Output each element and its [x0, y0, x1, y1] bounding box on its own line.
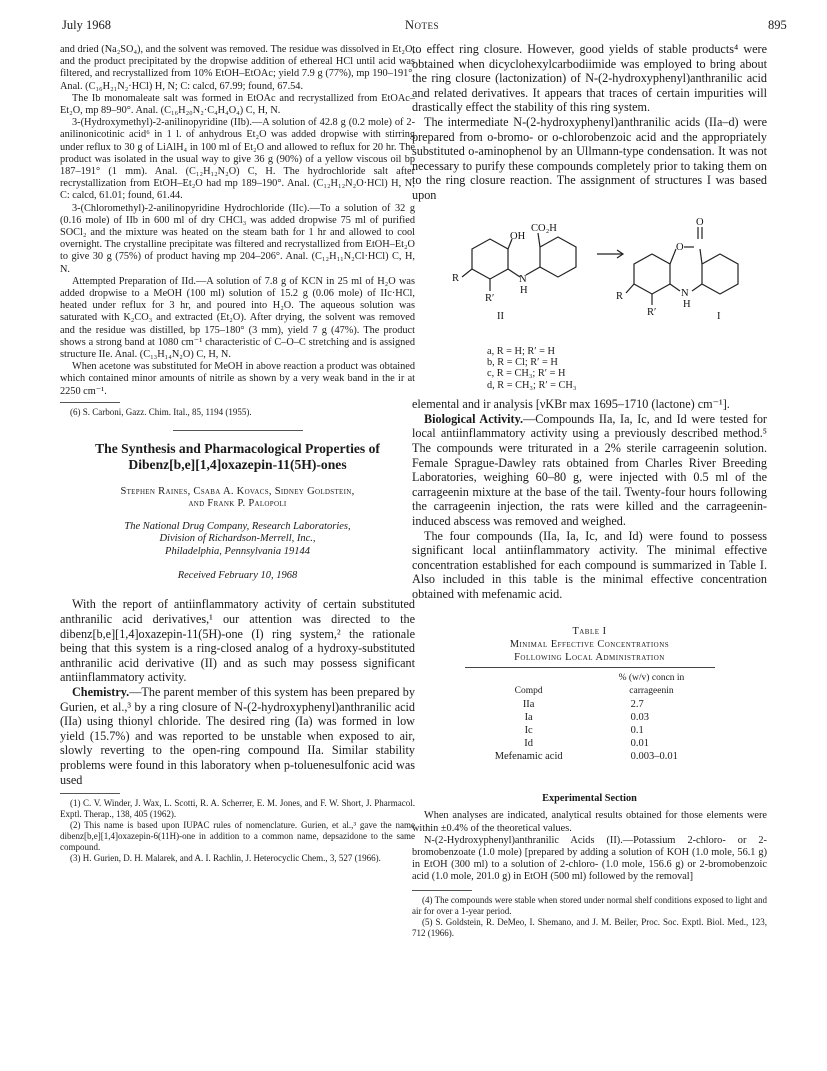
affiliation: [60, 521, 415, 559]
running-section: Notes: [405, 18, 440, 32]
footnote-5: (5) S. Goldstein, R. DeMeo, I. Shemano, and J. M. Beiler, Proc. Soc. Exptl. Biol. Med., 123, 712 (1966).: [412, 916, 767, 938]
four-compounds-paragraph: The four compounds (IIa, Ia, Ic, and Id) were found to possess significant local antiinflammatory activity. The minimal effective concentration established for each compound is summarized in Table I. Also included in this table is the minimal effective concentration obtained with mefenamic acid.: [412, 528, 767, 601]
label-r-II: R: [452, 272, 460, 284]
prev-article-text: [60, 44, 415, 398]
footnote-rule-3: [412, 890, 472, 891]
legend-c: c, R = CH₃; R′ = H: [487, 368, 566, 380]
article-body-right: [412, 42, 767, 203]
article-title: The Synthesis and Pharmacological Properties of Dibenz[b,e][1,4]oxazepin-11(5H)-ones: [95, 440, 380, 473]
reaction-scheme-svg: [412, 209, 767, 344]
label-r-I: R: [616, 290, 624, 302]
table-caption-1: Minimal Effective Concentrations: [509, 639, 670, 651]
running-date: July 1968: [62, 18, 111, 32]
footnotes-left: [60, 798, 415, 864]
legend-a: a, R = H; R′ = H: [487, 345, 555, 357]
para-acetone: When acetone was substituted for MeOH in above reaction a product was obtained which contained minor amounts of nitrile as shown by a very weak band in the ir at 2250 cm⁻¹.: [60, 361, 415, 397]
intermediate-paragraph: The intermediate N-(2-hydroxyphenyl)anthranilic acids (IIa–d) were prepared from o-bromo- or o-chlorobenzoic acid and the appropriately substituted o-aminophenol by an Ullmann-type condensation. It was not necessary to purify these compounds completely prior to taking them on to the ring closure reaction. The assignment of structures I was based upon: [412, 114, 767, 202]
reaction-scheme: [412, 209, 767, 344]
label-h-I: H: [683, 298, 691, 310]
label-co2h: CO₂H: [531, 222, 557, 234]
experimental-text: [412, 810, 767, 883]
footnote-3: (3) H. Gurien, D. H. Malarek, and A. I. Rachlin, J. Heterocyclic Chem., 3, 527 (1966).: [70, 853, 381, 864]
bio-paragraph: [412, 412, 767, 529]
bio-text: —Compounds IIa, Ia, Ic, and Id were tested for local antiinflammatory activity using a previously described method.⁵ The compounds were triturated in a 2% sterile carrageenin solution. Female Sprague-Dawley rats obtained from Charles River Breeding Laboratories, weighing 60–80 g, were injected with 0.5 ml of the carrageenin mixture at the base of the tail. Twenty-four hours following the carrageenin injection, the rats were killed and the carrageenin-induced abscess was removed and weighed.: [412, 411, 767, 528]
table-body: [489, 672, 691, 763]
table-row: Mefenamic acid 0.003–0.01: [494, 751, 678, 763]
table-row: Ia 0.03: [524, 712, 649, 724]
table-row: IIa 2.7: [522, 699, 644, 711]
label-rp-I: R′: [647, 306, 657, 318]
col-header-2a: % (w/v) concn in: [618, 673, 685, 684]
para-residue: and dried (Na₂SO₄), and the solvent was removed. The residue was dissolved in Et₂O, and the product precipitated by the dropwise addition of ethereal HCl until acid was filtered, and recrystallized from 10% EtOH–EtOAc; yield 7.9 g (77%), mp 190–191°. Anal. (C₁₆H₂₁N₂·HCl) H, N; C: calcd, 67.99; found, 67.54.: [60, 44, 415, 92]
col-header-compd: Compd: [514, 686, 543, 697]
label-n-I: N: [681, 287, 689, 299]
table-header-row: [489, 672, 691, 685]
legend-d: d, R = CH₃; R′ = CH₃: [487, 379, 577, 391]
chemistry-text: —The parent member of this system has been prepared by Gurien, et al.,³ by a ring closure of N-(2-hydroxyphenyl)anthranilic acid (IIa) using thionyl chloride. The desired ring (Ia) was formed in low yield (15.7%) and was reported to be unstable when exposed to air, slowly reverting to the open-ring compound IIa. Similar stability problems were found in this laboratory when p-toluenesulfonic acid was used: [60, 684, 415, 787]
authors-line-2: and Frank P. Palopoli: [188, 498, 287, 510]
bio-heading: Biological Activity.: [424, 411, 524, 426]
label-n-II: N: [519, 273, 527, 285]
exp-II: N-(2-Hydroxyphenyl)anthranilic Acids (II).—Potassium 2-chloro- or 2-bromobenzoate (1.0 mole) [prepared by adding a solution of KOH (1.0 mole, 56.1 g) in EtOH (300 ml) to a solution of 2-chloro- (1.0 mole, 156.6 g) or 2-bromobenzoic acid (1.0 mole, 201.0 g) in EtOH (500 ml) followed by the removal]: [412, 834, 767, 883]
footnote-4: (4) The compounds were stable when stored under normal shelf conditions exposed to light and air for over a 1-year period.: [412, 894, 767, 916]
para-IIb: 3-(Hydroxymethyl)-2-anilinopyridine (IIb).—A solution of 42.8 g (0.2 mole) of 2-anilinonicotinic acid⁶ in 1 l. of anhydrous Et₂O was added dropwise with stirring under reflux to 30 g of LiAlH₄ in 100 ml of Et₂O and allowed to reflux for 20 hr. The product was isolated in the usual way to give 36 g (90%) of a yellow viscous oil bp 187–191° (1 mm). Anal. (C₁₂H₁₂N₂O) C, H. The hydrochloride salt after recrystallization from EtOH–Et₂O had mp 189–190°. Anal. (C₁₂H₁₂N₂O·HCl) H, N; C: calcd, 61.01; found, 61.44.: [60, 117, 415, 202]
experimental-heading: Experimental Section: [542, 793, 637, 805]
label-o-carbonyl: O: [696, 216, 704, 228]
footnote-6: (6) S. Carboni, Gazz. Chim. Ital., 85, 1194 (1955).: [70, 406, 252, 417]
table-row: Id 0.01: [524, 738, 649, 750]
label-compound-I: I: [717, 310, 721, 322]
table-header-row-2: [489, 685, 691, 698]
affiliation-line-3: Philadelphia, Pennsylvania 19144: [165, 545, 310, 557]
footnotes-prev: [60, 407, 415, 418]
table-caption-2: Following Local Administration: [514, 652, 665, 664]
table-rule-top: [465, 667, 715, 668]
ring-I-right: [702, 254, 738, 294]
table-1: [412, 625, 767, 763]
label-o-ring: O: [676, 241, 684, 253]
label-oh: OH: [510, 230, 526, 242]
page-number: 895: [768, 18, 787, 32]
ring-closure-paragraph: to effect ring closure. However, good yields of stable products⁴ were obtained when dicyclohexylcarbodiimide was employed to bring about the ring closure (lactonization) of N-(2-hydroxyphenyl)anthranilic acid and related derivatives. It appears that traces of certain impurities will drastically effect the stability of this ring system.: [412, 42, 767, 115]
article-divider: [173, 430, 303, 431]
footnote-rule: [60, 402, 120, 403]
col-header-2b: carrageenin: [629, 686, 674, 697]
footnote-1: (1) C. V. Winder, J. Wax, L. Scotti, R. A. Scherrer, E. M. Jones, and F. W. Short, J. Pharmacol. Exptl. Therap., 138, 405 (1962).: [60, 798, 415, 820]
chemistry-paragraph: [60, 685, 415, 787]
ring-II-left: [472, 239, 508, 279]
para-IIc: 3-(Chloromethyl)-2-anilinopyridine Hydrochloride (IIc).—To a solution of 32 g (0.16 mole) of IIb in 600 ml of dry CHCl₃ was added dropwise 75 ml of purified SOCl₂ and the mixture was heated on the steam bath for 1 hr and allowed to cool overnight. The crystalline precipitate was filtered and recrystallized from EtOH–Et₂O to give 30 g (75%) of product having mp 204–206°. Anal. (C₁₂H₁₁N₂Cl·HCl) C, H, N.: [60, 202, 415, 275]
legend-b: b, R = Cl; R′ = H: [487, 356, 558, 368]
footnote-rule-2: [60, 793, 120, 794]
received-date: Received February 10, 1968: [177, 570, 298, 582]
article-body-right-2: [412, 397, 767, 601]
label-compound-II: II: [497, 310, 504, 322]
label-rp-II: R′: [485, 292, 495, 304]
ir-paragraph: elemental and ir analysis [νKBr max 1695–1710 (lactone) cm⁻¹].: [412, 397, 730, 412]
authors-line-1: Stephen Raines, Csaba A. Kovacs, Sidney Goldstein,: [120, 485, 355, 497]
ring-I-left: [634, 254, 670, 294]
label-h-II: H: [520, 284, 528, 296]
substituent-legend: [487, 346, 767, 392]
exp-analyses: When analyses are indicated, analytical results obtained for those elements were within ±0.4% of the theoretical values.: [412, 810, 767, 834]
ring-II-right: [540, 237, 576, 277]
table-label: Table I: [572, 626, 607, 638]
para-monomaleate: The Ib monomaleate salt was formed in EtOAc and recrystallized from EtOAc–Et₂O, mp 89–90°. Anal. (C₁₆H₂₀N₂·C₄H₄O₄) C, H, N.: [60, 92, 415, 117]
affiliation-line-2: Division of Richardson-Merrell, Inc.,: [159, 533, 316, 545]
table-row: Ic 0.1: [524, 725, 644, 737]
para-IId: Attempted Preparation of IId.—A solution of 7.8 g of KCN in 25 ml of H₂O was added dropwise to a MeOH (100 ml) solution of 15.2 g (0.06 mole) of IIc·HCl, heated under reflux for 3 hr, and poured into H₂O. The aqueous solution was saturated with K₂CO₃ and extracted (Et₂O). After drying, the solvent was removed and the residue was distilled, bp 175–180° (3 mm), yield 7 g (47%). The product shows a strong band at 1080 cm⁻¹ characteristic of C–O–C stretching and is assigned structure IIe. Anal. (C₁₃H₁₄N₂O) C, H, N.: [60, 275, 415, 361]
article-body-left: [60, 597, 415, 787]
right-column: [412, 42, 767, 939]
left-column: [60, 44, 415, 864]
footnotes-right: [412, 895, 767, 939]
intro-paragraph: With the report of antiinflammatory activity of certain substituted anthranilic acid derivatives,¹ our attention was directed to the dibenz[b,e][1,4]oxazepin-11(5H)-one (I) ring system,² the rationale being that this system is a ring-closed analog of a hydroxy-substituted anthranilic acid derivative (II) and as such may possess significant antiinflammatory activity.: [60, 597, 415, 685]
footnote-2: (2) This name is based upon IUPAC rules of nomenclature. Gurien, et al.,³ gave the name dibenz[b,e][1,4]oxazepin-6(11H)-one in addition to a common name, depsazidone to the same compound.: [60, 820, 415, 853]
chemistry-heading: Chemistry.: [72, 684, 130, 699]
affiliation-line-1: The National Drug Company, Research Laboratories,: [124, 520, 351, 532]
